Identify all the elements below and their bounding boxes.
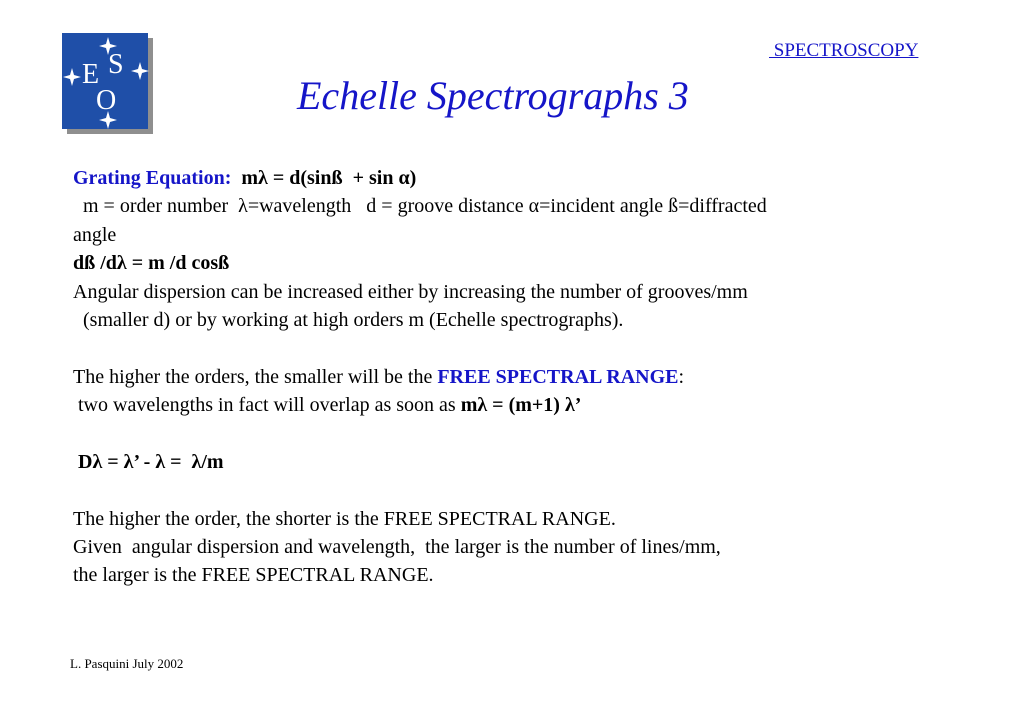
definitions-line-2: angle — [73, 223, 117, 246]
fsr-intro: The higher the orders, the smaller will be the — [73, 365, 438, 388]
conclusion-line-1: The higher the order, the shorter is the FREE SPECTRAL RANGE. — [73, 507, 616, 530]
fsr-term: FREE SPECTRAL RANGE — [437, 365, 679, 388]
spectroscopy-link[interactable]: SPECTROSCOPY — [769, 40, 919, 61]
fsr-colon: : — [678, 365, 685, 388]
overlap-formula: mλ = (m+1) λ’ — [460, 394, 582, 417]
logo-letter-s: S — [108, 49, 124, 80]
dispersion-formula: dß /dλ = m /d cosß — [73, 252, 230, 275]
fsr-line — [73, 363, 953, 391]
grating-equation-label: Grating Equation: — [73, 167, 232, 189]
dispersion-text-1: Angular dispersion can be increased either by increasing the number of grooves/mm — [73, 280, 748, 303]
eso-logo-graphic — [60, 31, 156, 135]
delta-formula: Dλ = λ’ - λ = λ/m — [73, 450, 224, 473]
slide-body — [73, 164, 953, 590]
logo-letter-e: E — [82, 59, 100, 90]
overlap-line — [73, 391, 953, 419]
definitions-line-1: m = order number λ=wavelength d = groove distance α=incident angle ß=diffracted — [73, 195, 767, 218]
logo-letter-o: O — [96, 85, 117, 116]
conclusion-line-3: the larger is the FREE SPECTRAL RANGE. — [73, 564, 434, 587]
page-title: Echelle Spectrographs 3 — [297, 73, 689, 118]
conclusion-line-2: Given angular dispersion and wavelength, the larger is the number of lines/mm, — [73, 536, 721, 559]
footer-author: L. Pasquini July 2002 — [70, 656, 184, 671]
blank-line — [73, 476, 953, 504]
grating-equation-line — [73, 164, 953, 192]
dispersion-text-2: (smaller d) or by working at high orders m (Echelle spectrographs). — [73, 308, 624, 331]
eso-logo — [60, 31, 156, 135]
grating-equation-formula: mλ = d(sinß + sin α) — [231, 167, 417, 189]
blank-line — [73, 420, 953, 448]
overlap-text: two wavelengths in fact will overlap as soon as — [73, 394, 461, 417]
blank-line — [73, 334, 953, 362]
